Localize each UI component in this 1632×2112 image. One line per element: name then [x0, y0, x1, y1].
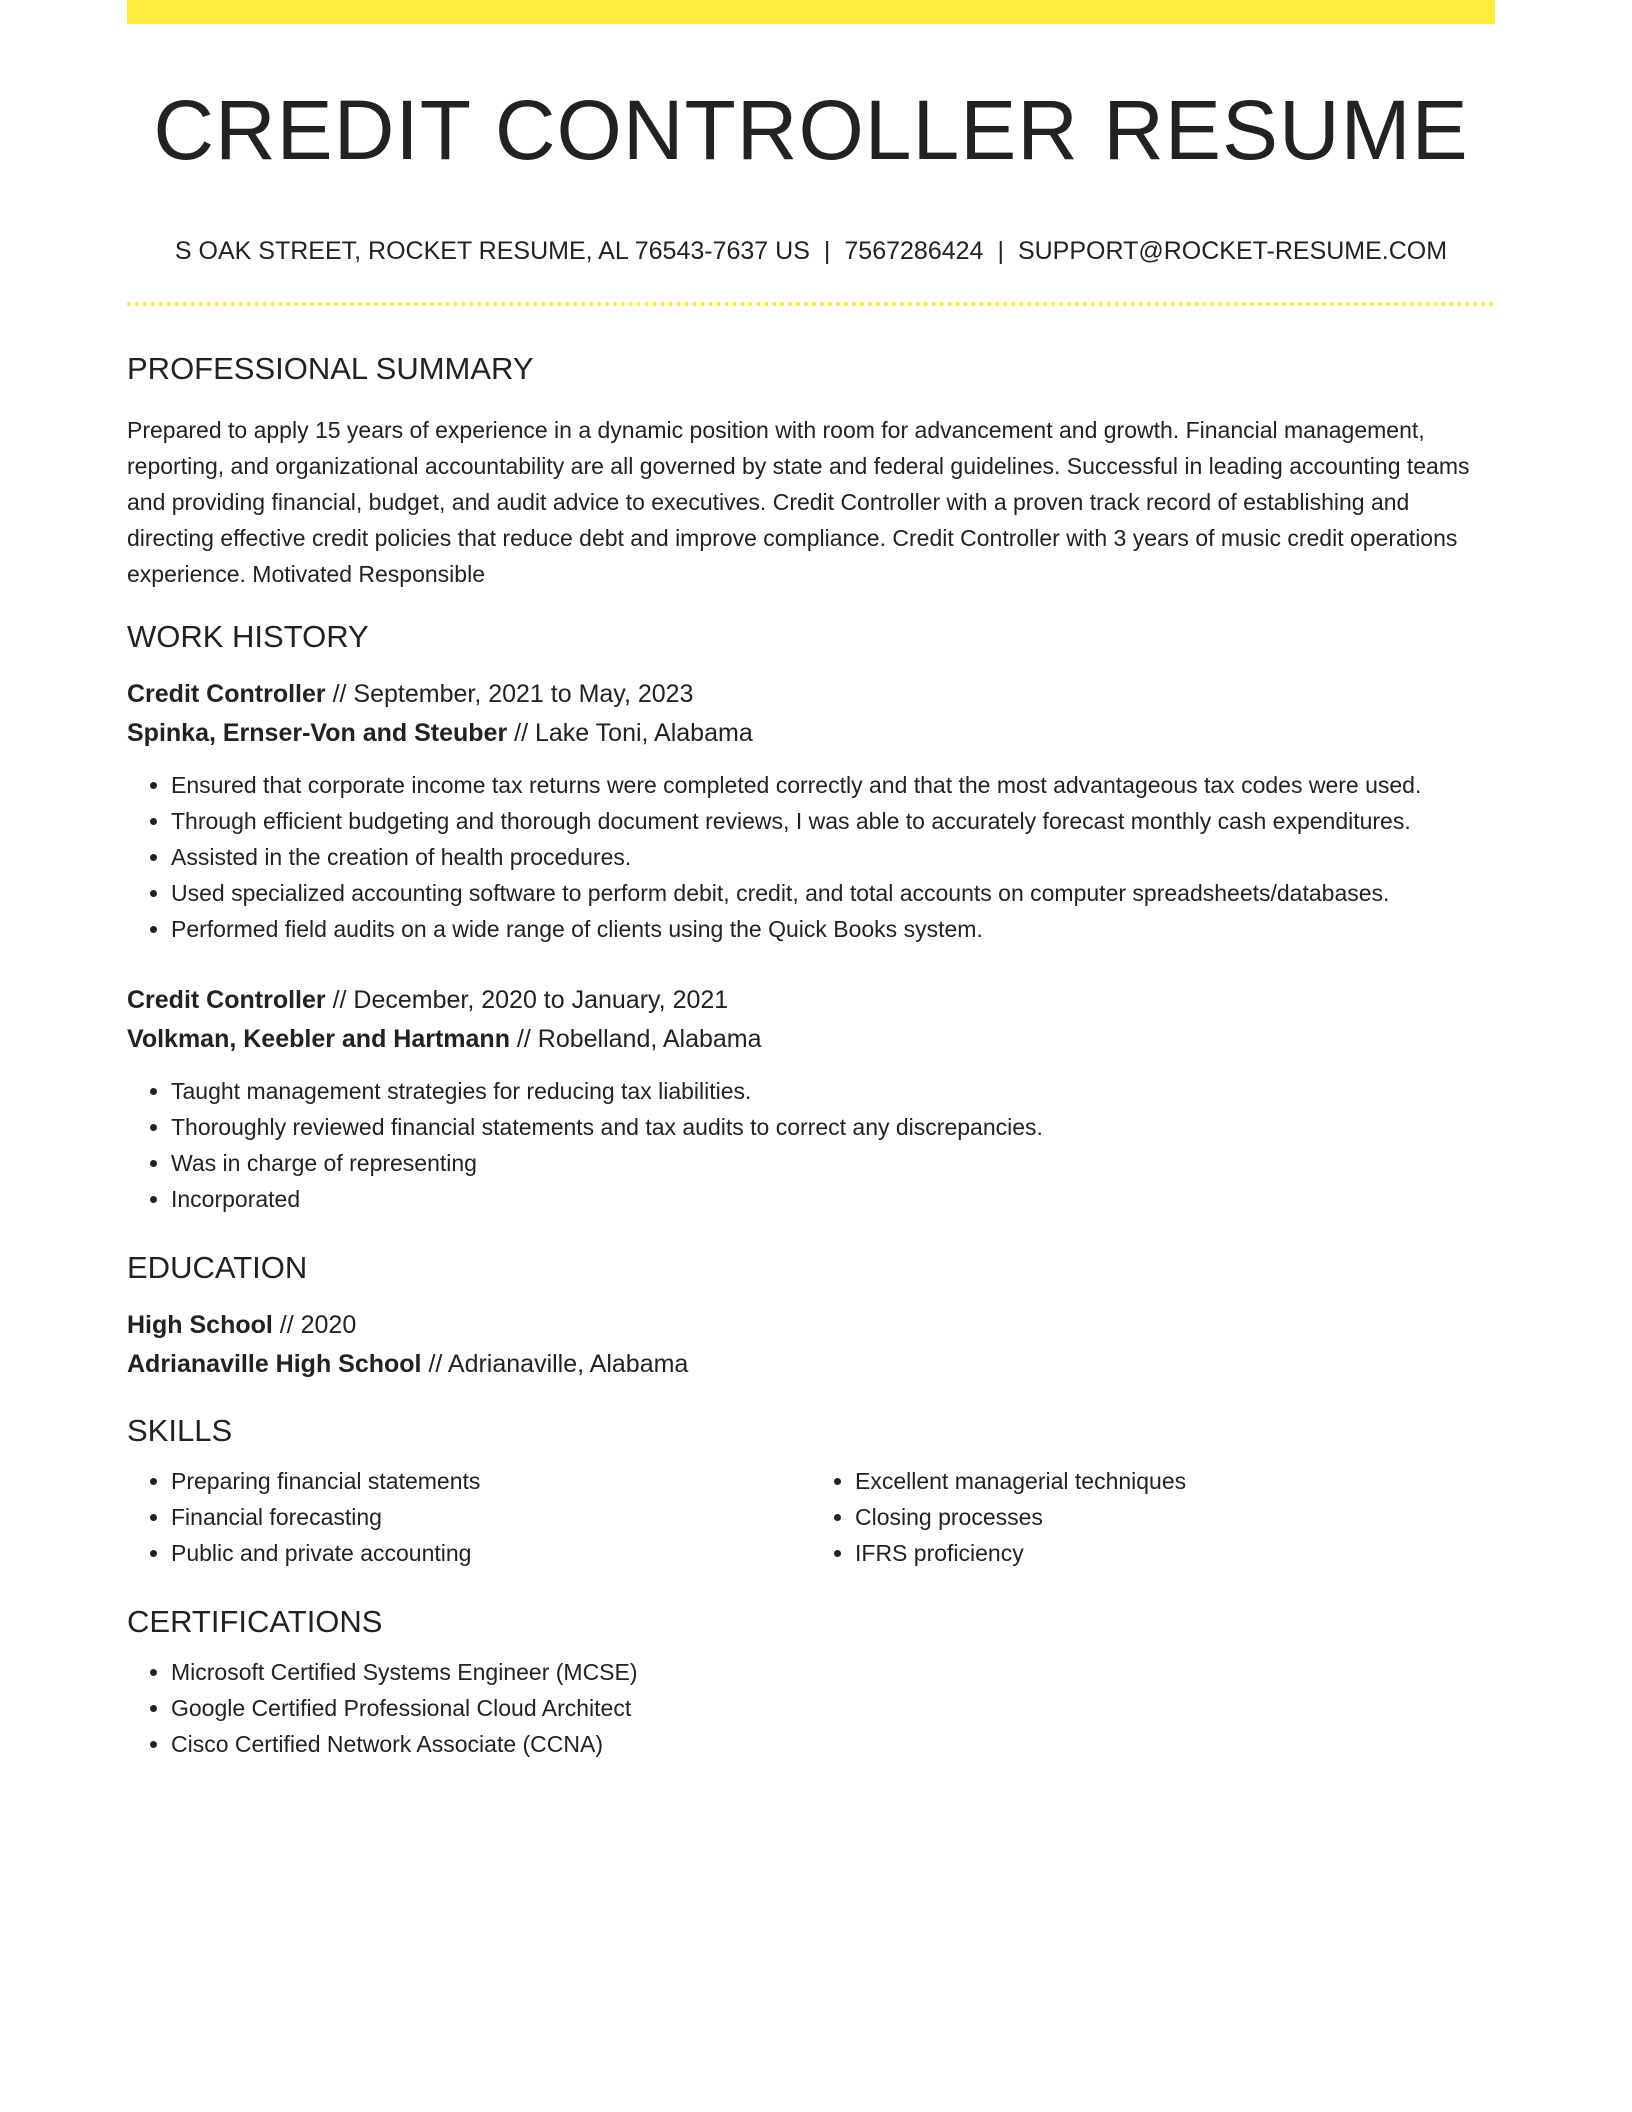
- skill-item: • Preparing financial statements: [171, 1463, 811, 1499]
- resume-title: CREDIT CONTROLLER RESUME: [153, 83, 1469, 177]
- list-item: • Through efficient budgeting and thorough document reviews, I was able to accurately forecast monthly cash expenditures.: [171, 803, 1495, 839]
- skill-item: • Financial forecasting: [171, 1499, 811, 1535]
- section-title-work-history: WORK HISTORY: [127, 618, 369, 654]
- certification-list: [127, 1654, 1495, 1762]
- section-title-skills: SKILLS: [127, 1412, 233, 1448]
- section-title-education: EDUCATION: [127, 1249, 308, 1285]
- job-location: // Lake Toni, Alabama: [507, 718, 753, 747]
- education-entry: [127, 1306, 1495, 1384]
- job-company: Spinka, Ernser-Von and Steuber: [127, 718, 508, 747]
- resume-page: [127, 0, 1495, 1762]
- list-item: • Was in charge of representing: [171, 1145, 1495, 1181]
- job-company-line: [127, 1020, 1495, 1059]
- certification-item: • Microsoft Certified Systems Engineer (MCSE): [171, 1654, 1495, 1690]
- education-location: // Adrianaville, Alabama: [421, 1349, 689, 1378]
- job-role-line: [127, 675, 1495, 714]
- contact-separator: |: [997, 237, 1004, 266]
- section-title-certifications: CERTIFICATIONS: [127, 1604, 383, 1640]
- job-dates: // December, 2020 to January, 2021: [325, 985, 729, 1014]
- summary-text: Prepared to apply 15 years of experience in a dynamic position with room for advancement and growth. Financial management, reporting, and organizational accountability are all governed by state and federal guidelines. Successful in leading accounting teams and providing financial, budget, and audit advice to executives. Credit Controller with a proven track record of establishing and directing effective credit policies that reduce debt and improve compliance. Credit Controller with 3 years of music credit operations experience. Motivated Responsible: [127, 416, 1470, 587]
- education-school-line: [127, 1345, 1495, 1384]
- list-item: • Used specialized accounting software to perform debit, credit, and total accounts on computer spreadsheets/databases.: [171, 875, 1495, 911]
- top-accent-bar: [127, 0, 1495, 24]
- skill-item: • IFRS proficiency: [855, 1535, 1495, 1571]
- phone: 7567286424: [844, 237, 984, 266]
- list-item: • Assisted in the creation of health procedures.: [171, 839, 1495, 875]
- education-degree: High School: [127, 1310, 273, 1339]
- job-company-line: [127, 714, 1495, 753]
- list-item: • Performed field audits on a wide range of clients using the Quick Books system.: [171, 911, 1495, 947]
- job-location: // Robelland, Alabama: [509, 1024, 762, 1053]
- skills-column-right: [811, 1463, 1495, 1571]
- education-school: Adrianaville High School: [127, 1349, 422, 1378]
- list-item: • Thoroughly reviewed financial statements and tax audits to correct any discrepancies.: [171, 1109, 1495, 1145]
- job-entry: [127, 981, 1495, 1217]
- job-dates: // September, 2021 to May, 2023: [325, 679, 694, 708]
- job-bullets: [127, 767, 1495, 947]
- skill-item: • Closing processes: [855, 1499, 1495, 1535]
- contact-separator: |: [823, 237, 831, 266]
- education-year: // 2020: [272, 1310, 357, 1339]
- skills-column-left: [127, 1463, 811, 1571]
- skill-item: • Public and private accounting: [171, 1535, 811, 1571]
- job-entry: [127, 675, 1495, 947]
- job-role-line: [127, 981, 1495, 1020]
- list-item: • Incorporated: [171, 1181, 1495, 1217]
- certification-item: • Google Certified Professional Cloud Architect: [171, 1690, 1495, 1726]
- job-company: Volkman, Keebler and Hartmann: [127, 1024, 510, 1053]
- job-role: Credit Controller: [127, 985, 326, 1014]
- address: S OAK STREET, ROCKET RESUME, AL 76543-7637 US: [174, 237, 810, 266]
- list-item: • Ensured that corporate income tax returns were completed correctly and that the most advantageous tax codes were used.: [171, 767, 1495, 803]
- email-link[interactable]: SUPPORT@ROCKET-RESUME.COM: [1017, 237, 1448, 266]
- job-bullets: [127, 1073, 1495, 1217]
- list-item: • Taught management strategies for reducing tax liabilities.: [171, 1073, 1495, 1109]
- education-degree-line: [127, 1306, 1495, 1345]
- certification-item: • Cisco Certified Network Associate (CCNA): [171, 1726, 1495, 1762]
- skills-grid: [127, 1463, 1495, 1571]
- section-title-summary: PROFESSIONAL SUMMARY: [127, 351, 534, 387]
- skill-item: • Excellent managerial techniques: [855, 1463, 1495, 1499]
- job-role: Credit Controller: [127, 679, 326, 708]
- contact-line: [127, 236, 1495, 266]
- dotted-divider: [127, 302, 1495, 306]
